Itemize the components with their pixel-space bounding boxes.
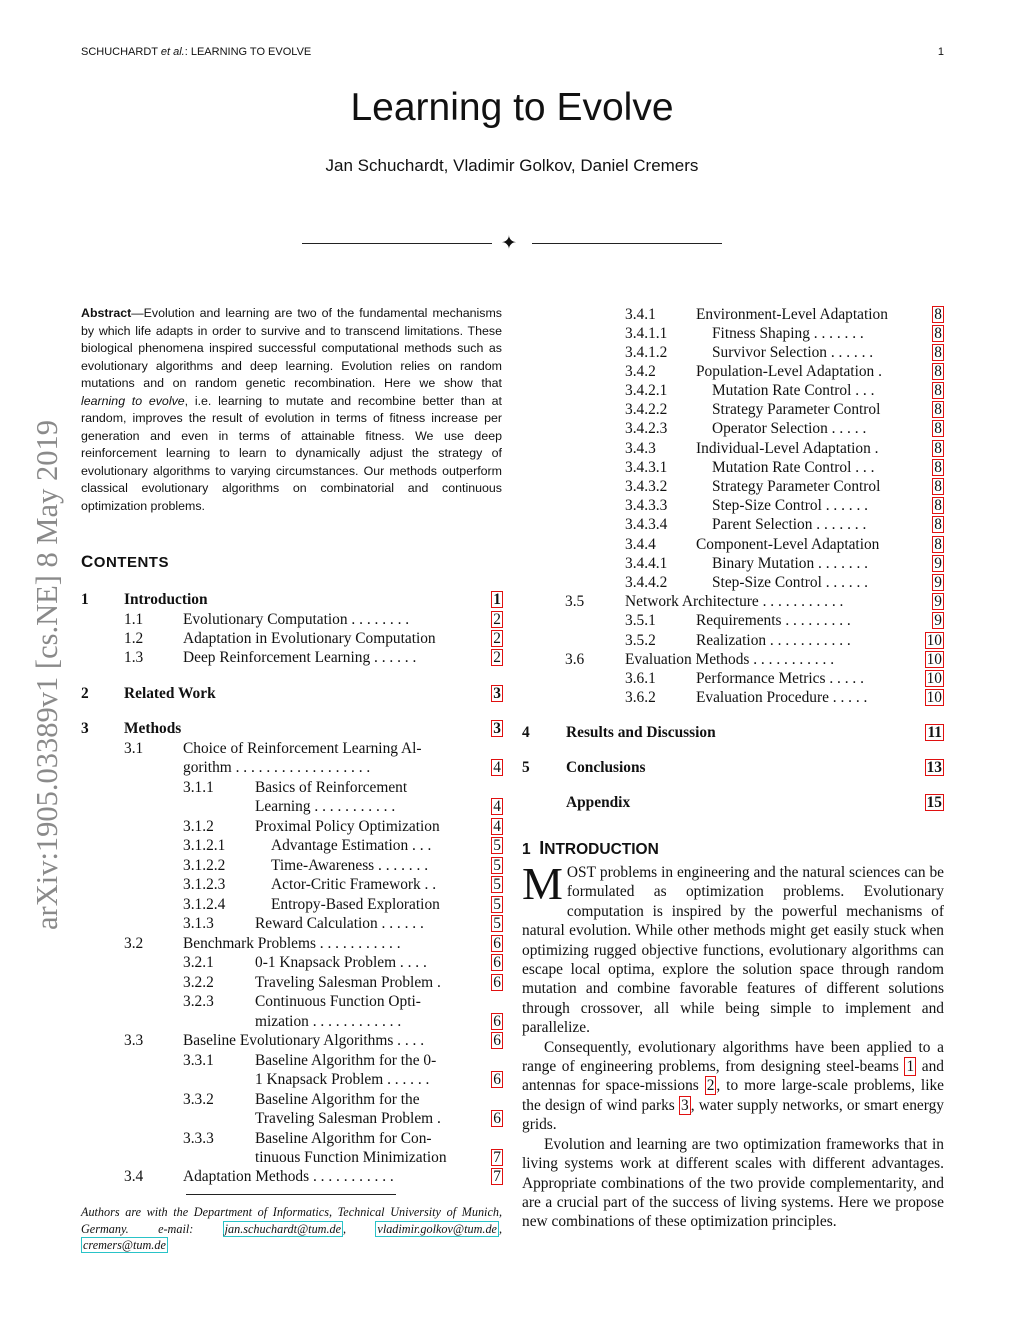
toc-title: Introduction xyxy=(124,591,208,608)
toc-title: Operator Selection . . . . . xyxy=(712,420,867,437)
citation-link[interactable]: 2 xyxy=(706,1077,715,1095)
toc-page-link[interactable]: 8 xyxy=(934,478,942,495)
toc-title: Strategy Parameter Control xyxy=(712,478,881,495)
toc-title: Evaluation Methods . . . . . . . . . . . xyxy=(625,651,835,668)
toc-entry[interactable] xyxy=(183,953,503,973)
toc-page-link[interactable]: 7 xyxy=(493,1149,501,1166)
paper-authors: Jan Schuchardt, Vladimir Golkov, Daniel Cremers xyxy=(325,156,699,175)
toc-page-link[interactable]: 8 xyxy=(934,382,942,399)
toc-title: Learning . . . . . . . . . . . xyxy=(255,798,396,815)
toc-title: Advantage Estimation . . . xyxy=(271,837,432,854)
toc-entry[interactable] xyxy=(625,477,944,497)
intro-paragraph-2 xyxy=(522,1038,944,1135)
toc-number: 3.1.2 xyxy=(183,818,214,835)
toc-number: 3.4.3.3 xyxy=(625,497,668,514)
toc-number: 3.4 xyxy=(124,1168,144,1185)
toc-number: 3.4.2 xyxy=(625,363,656,380)
toc-number: 3.2.3 xyxy=(183,993,214,1010)
toc-title: Step-Size Control . . . . . . xyxy=(712,574,869,591)
arxiv-stamp: arXiv:1905.03389v1 [cs.NE] 8 May 2019 xyxy=(30,420,64,930)
toc-entry[interactable] xyxy=(625,458,944,478)
toc-title: Actor-Critic Framework . . xyxy=(271,876,437,893)
toc-entry[interactable] xyxy=(625,324,944,344)
toc-title: Individual-Level Adaptation . xyxy=(696,440,879,457)
toc-page-link[interactable]: 8 xyxy=(934,306,942,323)
toc-number: 3.4.1.1 xyxy=(625,325,668,342)
toc-number: 3.4.2.1 xyxy=(625,382,668,399)
toc-entry[interactable] xyxy=(183,992,503,1012)
toc-title: Adaptation Methods . . . . . . . . . . . xyxy=(183,1168,394,1185)
toc-entry[interactable] xyxy=(183,1109,503,1129)
toc-entry[interactable] xyxy=(183,1148,503,1168)
toc-entry[interactable] xyxy=(625,554,944,574)
toc-number: 3.3.3 xyxy=(183,1130,214,1147)
toc-number: 2 xyxy=(81,685,89,702)
toc-entry[interactable] xyxy=(183,1070,503,1090)
toc-entry[interactable] xyxy=(625,381,944,401)
running-head-title: : LEARNING TO EVOLVE xyxy=(184,46,312,58)
toc-number: 4 xyxy=(522,724,530,741)
toc-entry[interactable] xyxy=(625,496,944,516)
toc-entry[interactable] xyxy=(183,1129,503,1149)
toc-page-link[interactable]: 4 xyxy=(493,798,501,815)
toc-page-link[interactable]: 9 xyxy=(934,574,942,591)
toc-title: Strategy Parameter Control xyxy=(712,401,881,418)
toc-section-entry[interactable] xyxy=(81,684,503,704)
toc-page-link[interactable]: 8 xyxy=(934,344,942,361)
toc-page-link[interactable]: 5 xyxy=(493,915,501,932)
toc-title: Survivor Selection . . . . . . xyxy=(712,344,874,361)
abstract-text-1: Evolution and learning are two of the fundamental mechanisms by which life adapts in order to survive and to transcend limitations. These biological phenomena inspired successful computational methods such as evolutionary algorithms and deep learning. Evolution relies on random mutations and on random genetic recombination. Here we show that xyxy=(81,306,502,390)
toc-page-link[interactable]: 8 xyxy=(934,440,942,457)
toc-title: Component-Level Adaptation xyxy=(696,536,880,553)
toc-page-link[interactable]: 4 xyxy=(493,759,501,776)
toc-number: 3.4.1.2 xyxy=(625,344,668,361)
toc-title: Deep Reinforcement Learning . . . . . . xyxy=(183,649,417,666)
toc-title: Performance Metrics . . . . . xyxy=(696,670,864,687)
toc-section-entry[interactable] xyxy=(522,793,944,813)
toc-title: Continuous Function Opti- xyxy=(255,993,421,1010)
paragraph-text: and antennas for space-missions xyxy=(522,1058,944,1095)
toc-page-link[interactable]: 6 xyxy=(493,1110,501,1127)
toc-page-link[interactable]: 8 xyxy=(934,459,942,476)
toc-entry[interactable] xyxy=(124,629,503,649)
toc-title: Baseline Algorithm for the 0- xyxy=(255,1052,437,1069)
toc-entry[interactable] xyxy=(565,592,944,612)
toc-title: Reward Calculation . . . . . . xyxy=(255,915,424,932)
toc-title: Benchmark Problems . . . . . . . . . . . xyxy=(183,935,401,952)
contents-heading-rest: ONTENTS xyxy=(93,554,169,571)
email-link-schuchardt[interactable]: jan.schuchardt@tum.de xyxy=(224,1221,342,1236)
toc-page-link[interactable]: 8 xyxy=(934,420,942,437)
toc-entry[interactable] xyxy=(124,1031,503,1051)
toc-page-link[interactable]: 6 xyxy=(493,935,501,952)
abstract-text-2: , i.e. learning to mutate and recombine better than at random, improves the result of evolution in terms of fitness increase per generation and even in terms of attainable fitness. We use deep reinforcement learning to learn to dynamically adjust the strategy of evolutionary algorithms to varying circumstances. Our methods outperform classical evolutionary algorithms on combinatorial and continuous optimization problems. xyxy=(81,393,503,513)
paragraph-text: problems in engineering and the natural sciences can be formulated as optimization problems. Evolutionary computation is inspired by the powerful mechanisms of natural evolution. While other methods might get easily stuck when optimizing rugged objective functions, evolutionary algorithms can escape local optima, explore the solution space through random mutation and combine favorable features of different solutions through crossover, all while being simple to implement and parallelize. xyxy=(522,864,944,1037)
toc-number: 3.3 xyxy=(124,1032,144,1049)
toc-title: Evaluation Procedure . . . . . xyxy=(696,689,868,706)
toc-number: 1.3 xyxy=(124,649,144,666)
footnote-rule xyxy=(186,1194,396,1195)
toc-title: Environment-Level Adaptation xyxy=(696,306,888,323)
toc-number: 3.5.1 xyxy=(625,612,656,629)
intro-paragraph-1 xyxy=(522,858,944,1038)
toc-title: Proximal Policy Optimization xyxy=(255,818,440,835)
toc-page-link[interactable]: 5 xyxy=(493,896,501,913)
toc-section-entry[interactable] xyxy=(81,590,503,610)
email-link-golkov[interactable]: vladimir.golkov@tum.de xyxy=(377,1221,497,1236)
toc-number: 1.2 xyxy=(124,630,144,647)
toc-entry[interactable] xyxy=(625,419,944,439)
toc-number: 3.1.2.4 xyxy=(183,896,226,913)
toc-entry[interactable] xyxy=(124,648,503,668)
toc-page-link[interactable]: 6 xyxy=(493,974,501,991)
paragraph-text: , water supply networks, or smart energy grids. xyxy=(522,1096,944,1134)
toc-number: 3.1.2.3 xyxy=(183,876,226,893)
toc-number: 3.4.2.2 xyxy=(625,401,668,418)
toc-page-link[interactable]: 2 xyxy=(493,611,501,628)
divider-star-icon: ✦ xyxy=(501,233,517,254)
dropcap: M xyxy=(522,858,563,909)
toc-page-link[interactable]: 5 xyxy=(493,857,501,874)
abstract-label: Abstract xyxy=(81,306,132,320)
toc-entry[interactable] xyxy=(625,631,944,651)
citation-link[interactable]: 1 xyxy=(906,1058,915,1076)
toc-number: 3.2 xyxy=(124,935,144,952)
footnote-sep: , xyxy=(343,1221,376,1236)
title-divider xyxy=(302,233,722,254)
toc-page-link[interactable]: 9 xyxy=(934,612,942,629)
toc-page-link[interactable]: 10 xyxy=(926,651,942,668)
toc-page-link[interactable]: 6 xyxy=(493,1071,501,1088)
toc-entry[interactable] xyxy=(625,439,944,459)
toc-entry[interactable] xyxy=(183,836,503,856)
section-heading-introduction xyxy=(522,838,659,859)
toc-page-link[interactable]: 8 xyxy=(934,325,942,342)
toc-page-link[interactable]: 6 xyxy=(493,1013,501,1030)
toc-page-link[interactable]: 8 xyxy=(934,516,942,533)
toc-entry[interactable] xyxy=(183,1051,503,1071)
page-number: 1 xyxy=(937,46,944,58)
heading-rest: NTRODUCTION xyxy=(544,841,659,858)
abstract-dash: — xyxy=(131,306,144,320)
toc-number: 1.1 xyxy=(124,611,144,628)
toc-page-link[interactable]: 10 xyxy=(926,632,942,649)
toc-entry[interactable] xyxy=(183,856,503,876)
toc-entry[interactable] xyxy=(183,778,503,798)
toc-title: Related Work xyxy=(124,685,216,702)
toc-entry[interactable] xyxy=(625,535,944,555)
toc-number: 3.2.1 xyxy=(183,954,214,971)
toc-title: Parent Selection . . . . . . . xyxy=(712,516,867,533)
toc-title: tinuous Function Minimization xyxy=(255,1149,447,1166)
toc-number: 3.4.3.4 xyxy=(625,516,668,533)
contents-heading xyxy=(81,552,169,572)
toc-entry[interactable] xyxy=(183,1090,503,1110)
toc-title: Traveling Salesman Problem . xyxy=(255,974,441,991)
toc-number: 3.4.4 xyxy=(625,536,656,553)
toc-number: 3.1 xyxy=(124,740,144,757)
toc-title: Mutation Rate Control . . . xyxy=(712,382,875,399)
abstract xyxy=(81,305,502,515)
toc-title: Baseline Evolutionary Algorithms . . . . xyxy=(183,1032,425,1049)
toc-title: gorithm . . . . . . . . . . . . . . . . . . xyxy=(183,759,371,776)
toc-entry[interactable] xyxy=(183,973,503,993)
toc-number: 3.4.1 xyxy=(625,306,656,323)
toc-number: 3.4.3.2 xyxy=(625,478,668,495)
toc-title: Mutation Rate Control . . . xyxy=(712,459,875,476)
contents-heading-first: C xyxy=(81,552,94,571)
toc-number: 3.4.2.3 xyxy=(625,420,668,437)
toc-entry[interactable] xyxy=(183,914,503,934)
heading-first-letter: I xyxy=(539,838,545,858)
toc-entry[interactable] xyxy=(183,875,503,895)
toc-page-link[interactable]: 8 xyxy=(934,536,942,553)
toc-number: 3.1.3 xyxy=(183,915,214,932)
running-head-etal: et al. xyxy=(160,46,185,58)
toc-title: Adaptation in Evolutionary Computation xyxy=(183,630,436,647)
toc-number: 3.1.2.2 xyxy=(183,857,226,874)
toc-title: 0-1 Knapsack Problem . . . . xyxy=(255,954,427,971)
toc-entry[interactable] xyxy=(183,817,503,837)
toc-entry[interactable] xyxy=(565,650,944,670)
toc-number: 3.1.1 xyxy=(183,779,214,796)
toc-title: Requirements . . . . . . . . . xyxy=(696,612,851,629)
toc-entry[interactable] xyxy=(625,305,944,325)
toc-title: Basics of Reinforcement xyxy=(255,779,408,796)
toc-entry[interactable] xyxy=(124,1167,503,1187)
footnote-text: Authors are with the Department of Informatics, Technical University of Munich, Germany. e-mail: xyxy=(81,1205,502,1236)
toc-section-entry[interactable] xyxy=(522,758,944,778)
toc-page-link[interactable]: 5 xyxy=(493,837,501,854)
toc-page-link[interactable]: 10 xyxy=(926,670,942,687)
toc-entry[interactable] xyxy=(124,934,503,954)
toc-page-link[interactable]: 11 xyxy=(927,724,942,741)
toc-page-link[interactable]: 6 xyxy=(493,1032,501,1049)
toc-page-link[interactable]: 9 xyxy=(934,593,942,610)
toc-title: Traveling Salesman Problem . xyxy=(255,1110,441,1127)
toc-section-entry[interactable] xyxy=(522,723,944,743)
toc-page-link[interactable]: 8 xyxy=(934,401,942,418)
toc-number: 3.6 xyxy=(565,651,585,668)
toc-entry[interactable] xyxy=(183,797,503,817)
toc-entry[interactable] xyxy=(625,362,944,382)
toc-entry[interactable] xyxy=(124,610,503,630)
toc-number: 3.2.2 xyxy=(183,974,214,991)
toc-page-link[interactable]: 8 xyxy=(934,497,942,514)
toc-title: Binary Mutation . . . . . . . xyxy=(712,555,869,572)
toc-title: mization . . . . . . . . . . . . xyxy=(255,1013,402,1030)
toc-title: Baseline Algorithm for the xyxy=(255,1091,420,1108)
toc-page-link[interactable]: 3 xyxy=(493,685,501,702)
toc-page-link[interactable]: 5 xyxy=(493,876,501,893)
toc-title: Fitness Shaping . . . . . . . xyxy=(712,325,864,342)
toc-page-link[interactable]: 9 xyxy=(934,555,942,572)
toc-number: 3.5.2 xyxy=(625,632,656,649)
toc-number: 3.3.2 xyxy=(183,1091,214,1108)
toc-entry[interactable] xyxy=(625,343,944,363)
toc-number: 3.6.1 xyxy=(625,670,656,687)
paper-title: Learning to Evolve xyxy=(350,86,674,129)
running-head xyxy=(81,46,944,58)
toc-entry[interactable] xyxy=(625,515,944,535)
toc-entry[interactable] xyxy=(625,400,944,420)
toc-number: 5 xyxy=(522,759,530,776)
toc-page-link[interactable]: 13 xyxy=(926,759,942,776)
running-head-author: SCHUCHARDT xyxy=(81,46,161,58)
toc-title: Network Architecture . . . . . . . . . . . xyxy=(625,593,844,610)
toc-page-link[interactable]: 2 xyxy=(493,630,501,647)
toc-number: 3.1.2.1 xyxy=(183,837,226,854)
paragraph-text: Consequently, evolutionary algorithms have been applied to a range of engineering problems, from designing steel-beams xyxy=(522,1038,944,1076)
smallcaps-text: OST xyxy=(566,864,596,881)
toc-entry[interactable] xyxy=(625,669,944,689)
toc-title: Appendix xyxy=(566,794,631,811)
toc-entry[interactable] xyxy=(625,688,944,708)
toc-title: Baseline Algorithm for Con- xyxy=(255,1130,432,1147)
toc-title: Conclusions xyxy=(566,759,646,776)
toc-title: Population-Level Adaptation . xyxy=(696,363,882,380)
toc-number: 3.5 xyxy=(565,593,585,610)
toc-number: 3.4.3.1 xyxy=(625,459,668,476)
email-link-cremers[interactable]: cremers@tum.de xyxy=(83,1238,166,1252)
author-footnote xyxy=(81,1204,502,1254)
toc-title: 1 Knapsack Problem . . . . . . xyxy=(255,1071,430,1088)
toc-entry[interactable] xyxy=(625,611,944,631)
toc-number: 3.3.1 xyxy=(183,1052,214,1069)
toc-title: Entropy-Based Exploration xyxy=(271,896,440,913)
toc-page-link[interactable]: 7 xyxy=(493,1168,501,1185)
section-number: 1 xyxy=(522,841,531,858)
toc-page-link[interactable]: 8 xyxy=(934,363,942,380)
toc-number: 3.4.4.2 xyxy=(625,574,668,591)
toc-number: 1 xyxy=(81,591,89,608)
toc-title: Realization . . . . . . . . . . . xyxy=(696,632,851,649)
toc-entry[interactable] xyxy=(625,573,944,593)
toc-title: Choice of Reinforcement Learning Al- xyxy=(183,740,422,757)
toc-entry[interactable] xyxy=(124,758,503,778)
intro-paragraph-3: Evolution and learning are two optimization frameworks that in living systems work at different scales with different advantages. Appropriate combinations of the two provide complementarity, and are a crucial part of the success of living systems. Here we propose new combinations of these optimization principles. xyxy=(522,1135,944,1231)
toc-entry[interactable] xyxy=(183,1012,503,1032)
toc-page-link[interactable]: 2 xyxy=(493,649,501,666)
toc-page-link[interactable]: 1 xyxy=(493,591,501,608)
toc-number: 3.4.3 xyxy=(625,440,656,457)
toc-number: 3 xyxy=(81,720,89,737)
paragraph-text: , to more large-scale problems, like the design of wind parks xyxy=(522,1077,944,1114)
toc-page-link[interactable]: 3 xyxy=(493,720,501,737)
toc-number: 3.6.2 xyxy=(625,689,656,706)
toc-title: Time-Awareness . . . . . . . xyxy=(271,857,429,874)
toc-entry[interactable] xyxy=(183,895,503,915)
footnote-sep: , xyxy=(498,1221,502,1236)
toc-page-link[interactable]: 6 xyxy=(493,954,501,971)
toc-entry[interactable] xyxy=(124,739,503,759)
toc-page-link[interactable]: 10 xyxy=(926,689,942,706)
toc-title: Evolutionary Computation . . . . . . . . xyxy=(183,611,410,628)
introduction-body xyxy=(522,858,944,1232)
toc-title: Methods xyxy=(124,720,182,737)
citation-link[interactable]: 3 xyxy=(681,1096,689,1114)
toc-section-entry[interactable] xyxy=(81,719,503,739)
abstract-emphasis: learning to evolve xyxy=(81,393,185,408)
toc-page-link[interactable]: 4 xyxy=(493,818,501,835)
toc-page-link[interactable]: 15 xyxy=(926,794,942,811)
toc-title: Results and Discussion xyxy=(566,724,716,741)
toc-title: Step-Size Control . . . . . . xyxy=(712,497,869,514)
toc-number: 3.4.4.1 xyxy=(625,555,668,572)
